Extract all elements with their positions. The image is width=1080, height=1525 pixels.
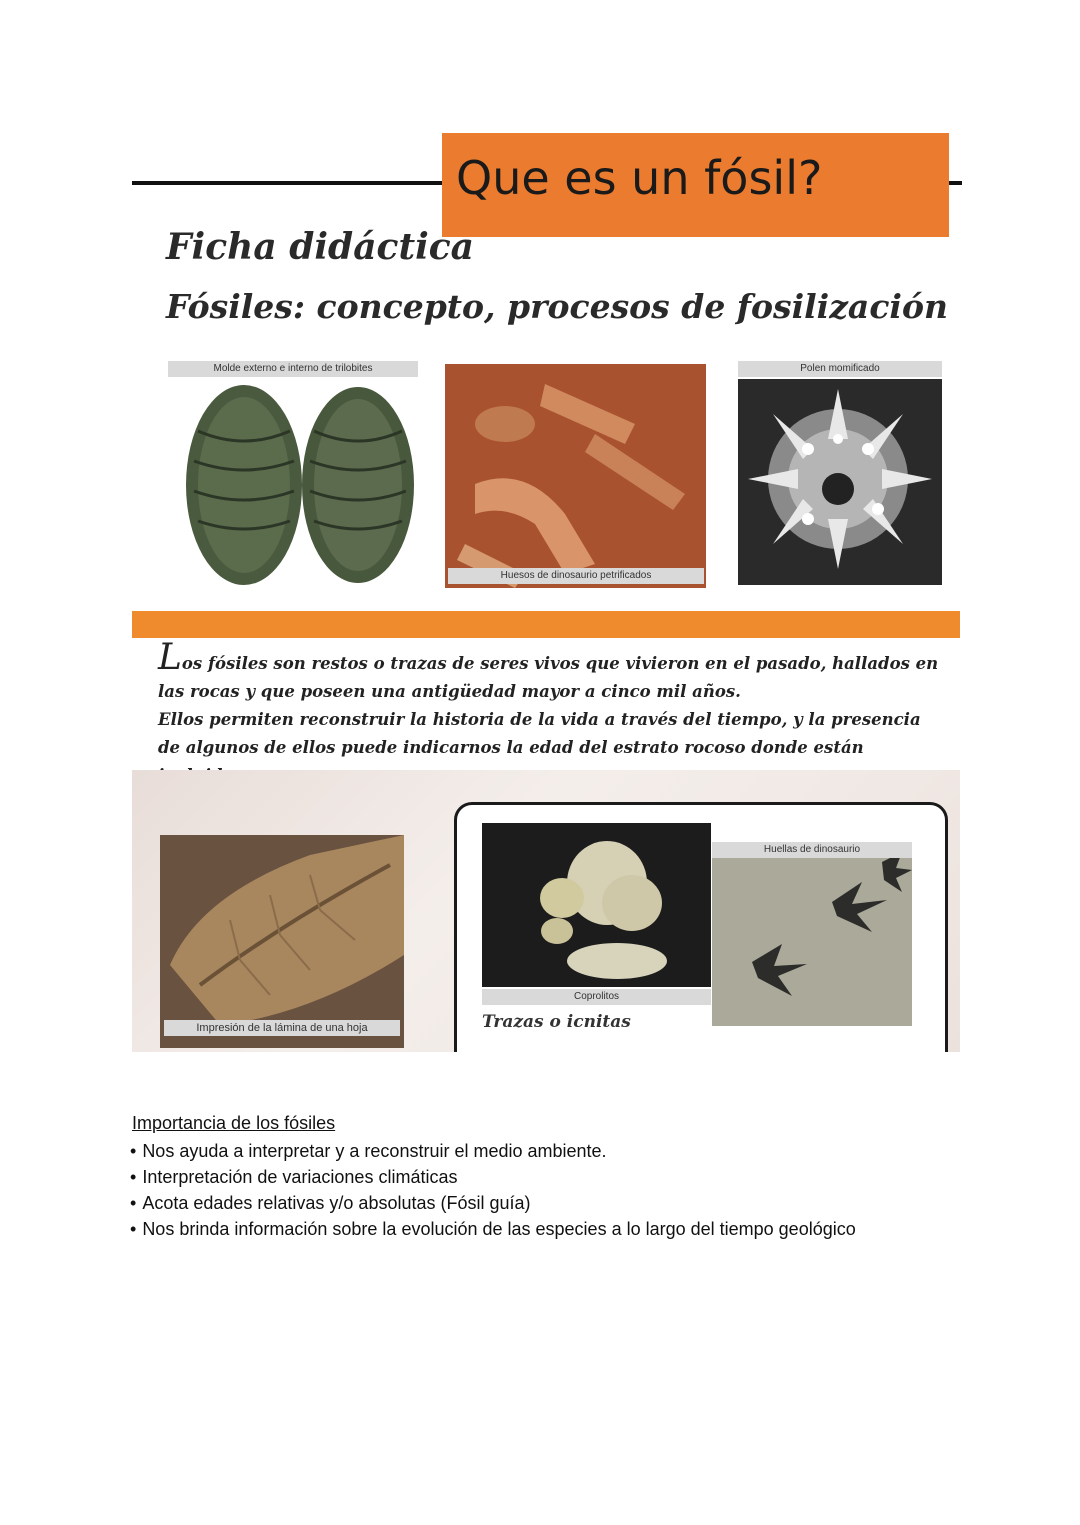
orange-divider: [132, 611, 960, 638]
coprolites-figure: [482, 823, 711, 1009]
footprints-image: [712, 842, 912, 1026]
leaf-caption: Impresión de la lámina de una hoja: [164, 1020, 400, 1036]
ficha-heading: Ficha didáctica: [166, 226, 475, 268]
footprints-caption: Huellas de dinosaurio: [712, 842, 912, 858]
traces-panel: [132, 770, 960, 1052]
coprolites-image: [482, 823, 711, 987]
trilobites-caption: Molde externo e interno de trilobites: [168, 361, 418, 377]
list-item: • Interpretación de variaciones climáticas: [130, 1164, 856, 1190]
ficha-subheading: Fósiles: concepto, procesos de fosilización: [166, 287, 948, 326]
importance-list: [130, 1138, 856, 1242]
list-item: • Acota edades relativas y/o absolutas (Fósil guía): [130, 1190, 856, 1216]
leaf-image: [160, 835, 404, 1048]
leaf-figure: [160, 835, 404, 1048]
importance-title: Importancia de los fósiles: [132, 1113, 336, 1133]
page-title: Que es un fósil?: [456, 151, 823, 205]
pollen-image: [738, 379, 942, 585]
definition-paragraph: [158, 637, 948, 790]
bones-caption: Huesos de dinosaurio petrificados: [448, 568, 704, 584]
footprints-figure: [712, 842, 912, 1026]
bones-figure: [445, 364, 706, 588]
definition-sentence-1: os fósiles son restos o trazas de seres vivos que vivieron en el pasado, hallados en las rocas y que poseen una antigüedad mayor a cinco mil años.: [158, 654, 939, 701]
definition-sentence-2: Ellos permiten reconstruir la historia de la vida a través del tiempo, y la presencia de algunos de ellos puede indicarnos la edad del estrato rocoso donde están: [158, 710, 921, 757]
pollen-figure: [738, 361, 942, 585]
list-item: • Nos brinda información sobre la evolución de las especies a lo largo del tiempo geológico: [130, 1216, 856, 1242]
trilobites-figure: [168, 361, 426, 587]
dropcap: L: [158, 637, 182, 678]
coprolites-caption: Coprolitos: [482, 989, 711, 1005]
list-item: • Nos ayuda a interpretar y a reconstruir el medio ambiente.: [130, 1138, 856, 1164]
bones-image: [445, 364, 706, 588]
traces-label: Trazas o icnitas: [482, 1012, 631, 1032]
title-box: [442, 133, 949, 237]
trilobites-image: [168, 361, 426, 587]
pollen-caption: Polen momificado: [738, 361, 942, 377]
